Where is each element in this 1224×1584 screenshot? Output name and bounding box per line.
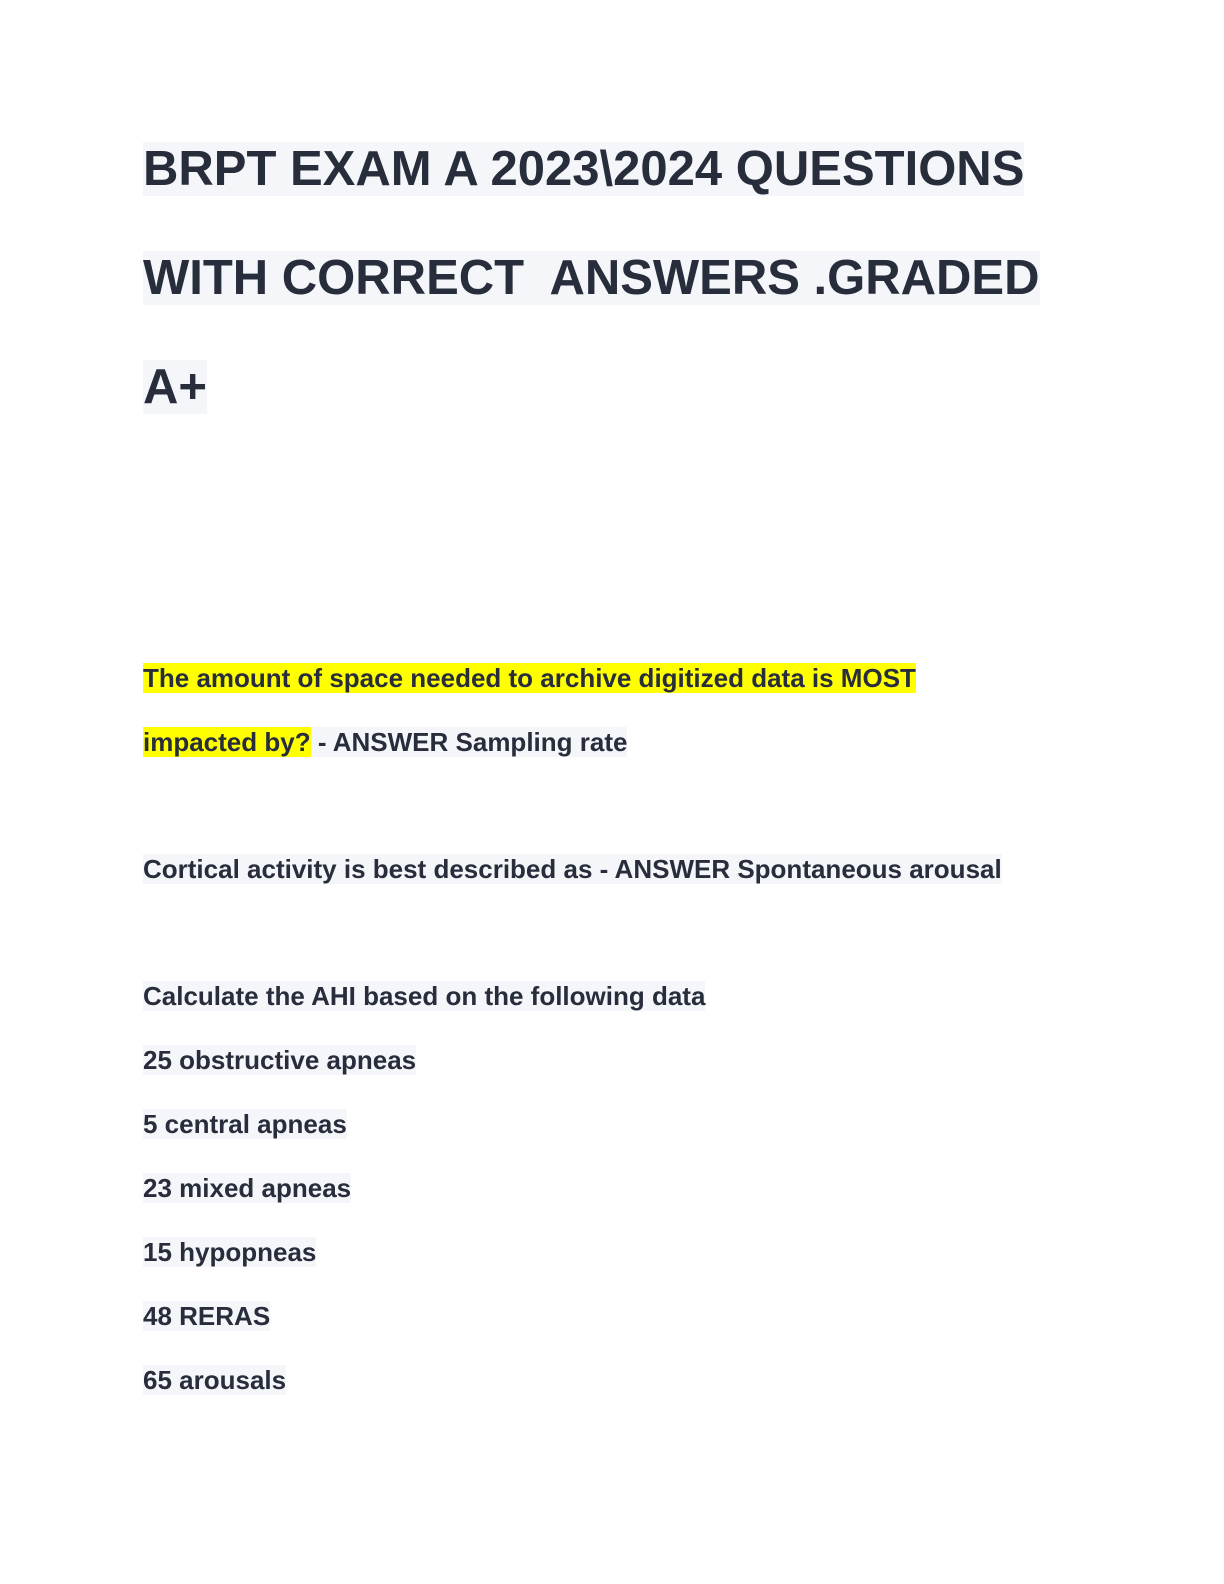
data-item: 65 arousals bbox=[143, 1365, 287, 1395]
question-1-highlight: impacted by? bbox=[143, 727, 311, 757]
question-3: Calculate the AHI based on the following data bbox=[143, 981, 706, 1011]
question-1-answer: - ANSWER Sampling rate bbox=[310, 727, 628, 757]
data-item: 23 mixed apneas bbox=[143, 1173, 352, 1203]
data-item: 48 RERAS bbox=[143, 1301, 271, 1331]
question-1-line-2 bbox=[143, 726, 627, 758]
data-item: 25 obstructive apneas bbox=[143, 1045, 417, 1075]
title-line-3: A+ bbox=[143, 360, 208, 414]
data-item: 5 central apneas bbox=[143, 1109, 347, 1139]
question-1-line-1: The amount of space needed to archive digitized data is MOST bbox=[143, 663, 916, 693]
data-item: 15 hypopneas bbox=[143, 1237, 317, 1267]
title-line-1: BRPT EXAM A 2023\2024 QUESTIONS bbox=[143, 142, 1025, 196]
question-2: Cortical activity is best described as - ANSWER Spontaneous arousal bbox=[143, 854, 1002, 884]
title-line-2: WITH CORRECT ANSWERS .GRADED bbox=[143, 251, 1040, 305]
